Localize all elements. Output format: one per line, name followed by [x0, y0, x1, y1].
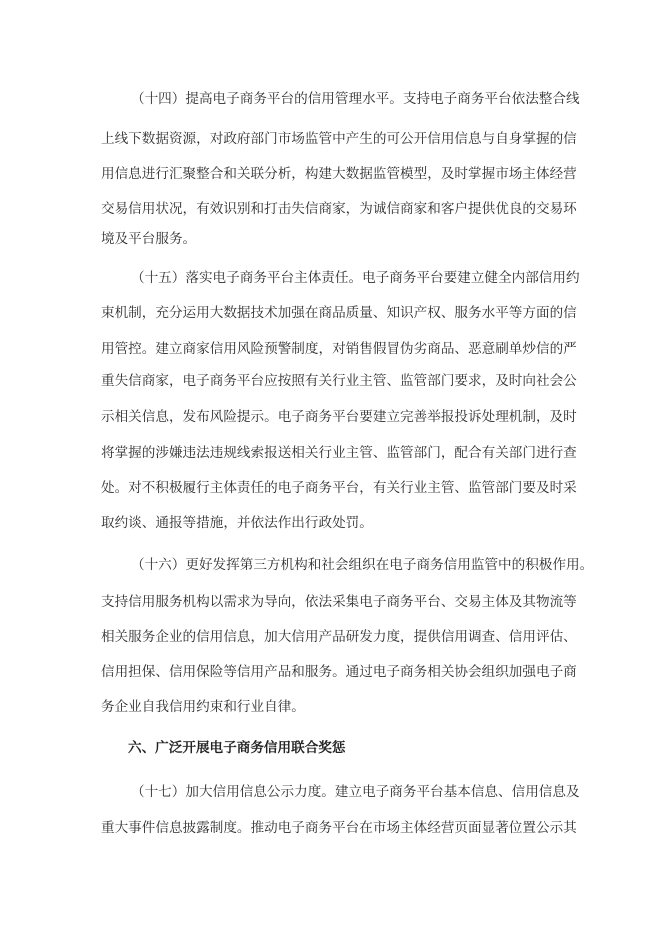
paragraph-line: 用信息进行汇聚整合和关联分析，构建大数据监管模型，及时掌握市场主体经营 — [101, 166, 577, 182]
paragraph-line: 信用担保、信用保险等信用产品和服务。通过电子商务相关协会组织加强电子商 — [101, 664, 577, 680]
paragraph-line: 重大事件信息披露制度。推动电子商务平台在市场主体经营页面显著位置公示其 — [101, 820, 577, 836]
paragraph-line: 取约谈、通报等措施，并依法作出行政处罚。 — [101, 515, 373, 531]
paragraph-line: （十四）提高电子商务平台的信用管理水平。支持电子商务平台依法整合线 — [131, 91, 580, 107]
paragraph-line: 交易信用状况，有效识别和打击失信商家，为诚信商家和客户提供优良的交易环 — [101, 201, 577, 217]
paragraph-line: 示相关信息，发布风险提示。电子商务平台要建立完善举报投诉处理机制，及时 — [101, 409, 577, 425]
paragraph-line: 处。对不积极履行主体责任的电子商务平台，有关行业主管、监管部门要及时采 — [101, 480, 577, 496]
paragraph-line: 支持信用服务机构以需求为导向，依法采集电子商务平台、交易主体及其物流等 — [101, 594, 577, 610]
paragraph-line: （十六）更好发挥第三方机构和社会组织在电子商务信用监管中的积极作用。 — [131, 557, 594, 573]
section-heading: 六、广泛开展电子商务信用联合奖惩 — [128, 740, 346, 756]
paragraph-line: 将掌握的涉嫌违法违规线索报送相关行业主管、监管部门，配合有关部门进行查 — [101, 445, 577, 461]
paragraph-line: （十七）加大信用信息公示力度。建立电子商务平台基本信息、信用信息及 — [131, 784, 580, 800]
paragraph-line: 境及平台服务。 — [101, 231, 197, 247]
paragraph-line: 重失信商家，电子商务平台应按照有关行业主管、监管部门要求，及时向社会公 — [101, 373, 577, 389]
paragraph-line: 相关服务企业的信用信息，加大信用产品研发力度，提供信用调查、信用评估、 — [101, 629, 577, 645]
paragraph-line: （十五）落实电子商务平台主体责任。电子商务平台要建立健全内部信用约 — [131, 270, 580, 286]
paragraph-line: 束机制，充分运用大数据技术加强在商品质量、知识产权、服务水平等方面的信 — [101, 305, 577, 321]
paragraph-line: 用管控。建立商家信用风险预警制度，对销售假冒伪劣商品、恶意刷单炒信的严 — [101, 341, 577, 357]
paragraph-line: 上线下数据资源，对政府部门市场监管中产生的可公开信用信息与自身掌握的信 — [101, 131, 577, 147]
paragraph-line: 务企业自我信用约束和行业自律。 — [101, 699, 305, 715]
